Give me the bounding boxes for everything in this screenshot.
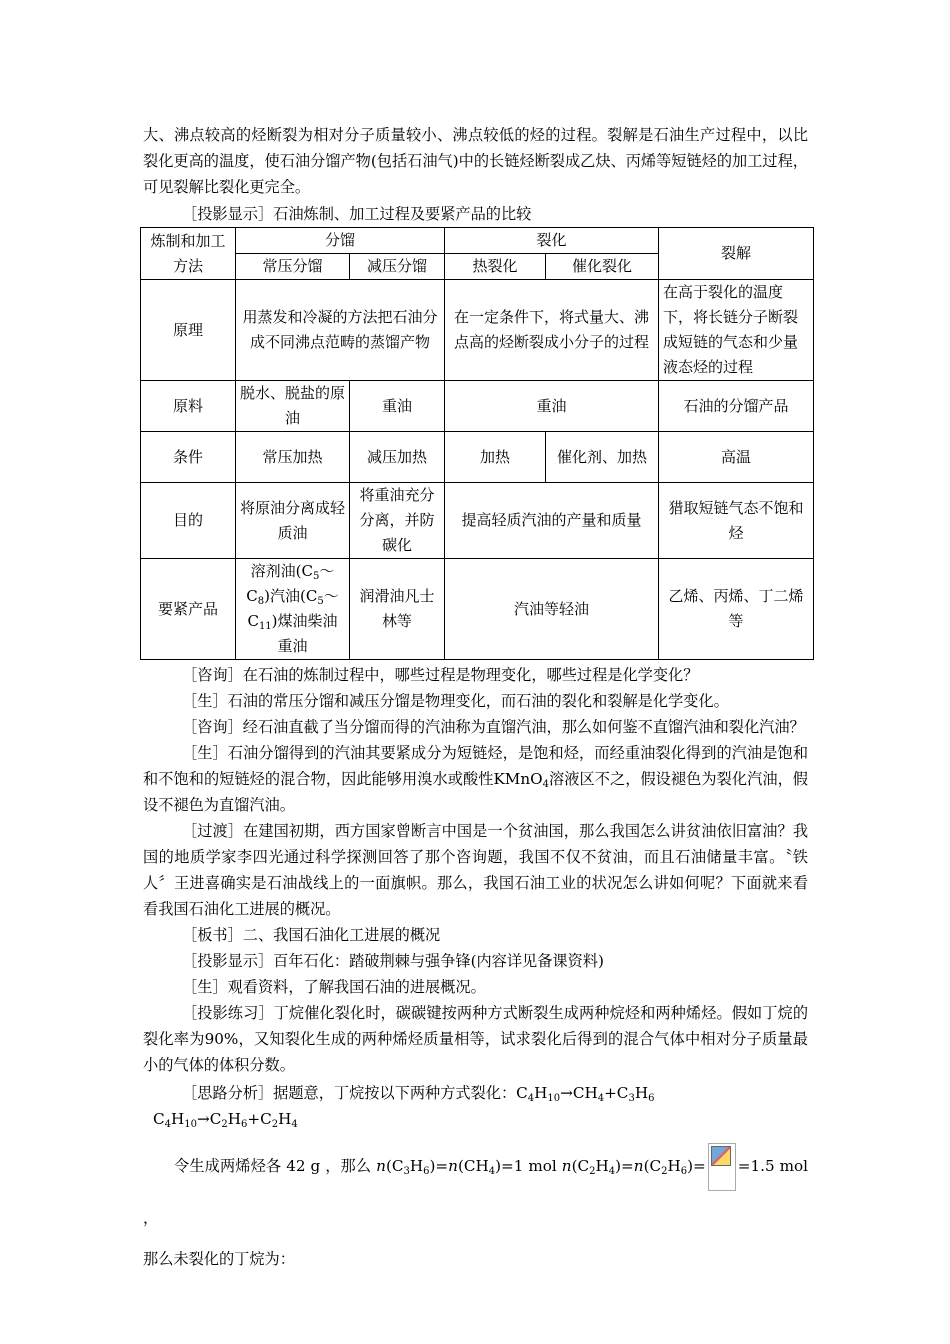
paragraph-exercise: ［投影练习］丁烷催化裂化时，碳碳键按两种方式断裂生成两种烷烃和两种烯烃。假如丁烷的裂化率为90%，又知裂化生成的两种烯烃质量相等，试求裂化后得到的混合气体中相对分子质量最小的气体的体积分数。 [143,1004,808,1074]
header-fenliu: 分馏 [236,228,445,254]
document-page [143,122,808,1272]
table-caption: ［投影显示］石油炼制、加工过程及要紧产品的比较 [182,205,532,223]
cell-material-liejie: 石油的分馏产品 [659,381,814,432]
cell-products-jianya: 润滑油凡士林等 [350,559,445,660]
header-jianya: 减压分馏 [350,254,445,280]
paragraph-question-2: ［咨询］经石油直截了当分馏而得的汽油称为直馏汽油，那么如何鉴不直馏汽油和裂化汽油？ [182,718,805,736]
cell-purpose-liehua: 提高轻质汽油的产量和质量 [445,483,659,559]
cell-condition-cuihua: 催化剂、加热 [546,432,659,483]
equation-2: $C_4H_{10}\to C_2H_6+C_2H_4$ [153,1110,298,1130]
header-liehua: 裂化 [445,228,659,254]
paragraph-answer-1: ［生］石油的常压分馏和减压分馏是物理变化，而石油的裂化和裂解是化学变化。 [182,692,729,710]
paragraph-question-1: ［咨询］在石油的炼制过程中，哪些过程是物理变化，哪些过程是化学变化？ [182,666,699,684]
row-label-purpose: 目的 [141,483,236,559]
header-liejie: 裂解 [659,228,814,280]
comparison-table [140,227,814,660]
cell-condition-changya: 常压加热 [236,432,350,483]
broken-image-icon [711,1146,731,1166]
header-method: 炼制和加工方法 [141,228,236,280]
cell-products-liehua: 汽油等轻油 [445,559,659,660]
cell-purpose-jianya: 将重油充分分离，并防碳化 [350,483,445,559]
paragraph-transition: ［过渡］在建国初期，西方国家曾断言中国是一个贫油国，那么我国怎么讲贫油依旧富油？我国的地质学家李四光通过科学探测回答了那个咨询题，我国不仅不贫油，而且石油储量丰富。〝铁人〞王进喜确实是石油战线上的一面旗帜。那么，我国石油工业的状况怎么讲如何呢？下面就来看看我国石油化工进展的概况。 [143,822,808,918]
cell-principle-fenliu: 用蒸发和冷凝的方法把石油分成不同沸点范畴的蒸馏产物 [236,280,445,381]
cell-principle-liehua: 在一定条件下，将式量大、沸点高的烃断裂成小分子的过程 [445,280,659,381]
row-label-principle: 原理 [141,280,236,381]
paragraph-answer-2: ［生］石油分馏得到的汽油其要紧成分为短链烃，是饱和烃，而经重油裂化得到的汽油是饱和和不饱和的短链烃的混合物，因此能够用溴水或酸性KMnO$_4$溶液区不之，假设褪色为裂化汽油，假设不褪色为直馏汽油。 [143,744,808,814]
cell-products-liejie: 乙烯、丙烯、丁二烯等 [659,559,814,660]
cell-condition-liejie: 高温 [659,432,814,483]
paragraph-board: ［板书］二、我国石油化工进展的概况 [182,926,441,944]
paragraph-projection: ［投影显示］百年石化：踏破荆棘与强争锋(内容详见备课资料) [182,952,604,970]
cell-products-changya: 溶剂油$(C_5\sim C_8)$汽油$(C_5\sim C_{11})$煤油柴油重油 [236,559,350,660]
paragraph-analysis: ［思路分析］据题意，丁烷按以下两种方式裂化：$C_4H_{10}\to CH_4+C_3H_6$ [182,1084,655,1104]
row-label-condition: 条件 [141,432,236,483]
header-changya: 常压分馏 [236,254,350,280]
fraction-image-placeholder [708,1143,736,1191]
paragraph-calculation: 令生成两烯烃各 42 g ，那么 $n(C_3H_6)=n(CH_4)=1$ mol $n(C_2H_4)=n(C_2H_6)=$ =1.5 mol ， [143,1140,808,1244]
cell-condition-re: 加热 [445,432,546,483]
intro-paragraph: 大、沸点较高的烃断裂为相对分子质量较小、沸点较低的烃的过程。裂解是石油生产过程中，以比裂化更高的温度，使石油分馏产物(包括石油气)中的长链烃断裂成乙炔、丙烯等短链烃的加工过程，可见裂解比裂化更完全。 [143,126,808,196]
row-label-material: 原料 [141,381,236,432]
header-re: 热裂化 [445,254,546,280]
cell-principle-liejie: 在高于裂化的温度下，将长链分子断裂成短链的气态和少量液态烃的过程 [659,280,814,381]
cell-material-changya: 脱水、脱盐的原油 [236,381,350,432]
cell-material-jianya: 重油 [350,381,445,432]
cell-purpose-liejie: 猎取短链气态不饱和烃 [659,483,814,559]
header-cuihua: 催化裂化 [546,254,659,280]
cell-material-liehua: 重油 [445,381,659,432]
cell-condition-jianya: 减压加热 [350,432,445,483]
cell-purpose-changya: 将原油分离成轻质油 [236,483,350,559]
paragraph-conclusion: 那么未裂化的丁烷为： [143,1250,295,1268]
paragraph-student: ［生］观看资料，了解我国石油的进展概况。 [182,978,486,996]
row-label-products: 要紧产品 [141,559,236,660]
